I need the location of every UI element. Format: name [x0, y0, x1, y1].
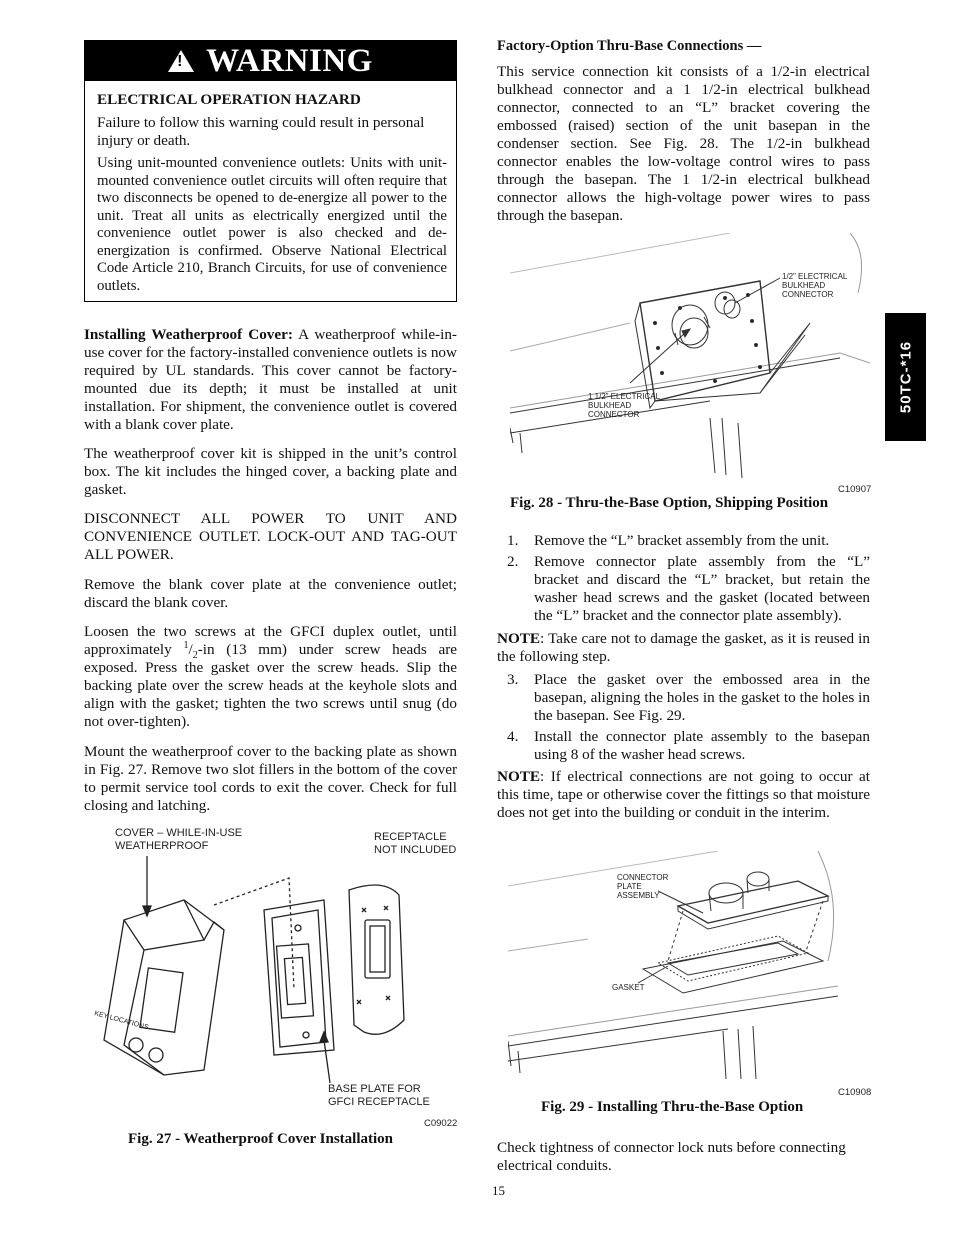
- list-item: 1. Remove the “L” bracket assembly from the unit.: [507, 532, 830, 549]
- list-item: 3. Place the gasket over the embossed area in the basepan, aligning the holes in the gasket to the holes in the basepan. See Fig. 29.: [507, 671, 870, 724]
- fig27-code: C09022: [424, 1118, 458, 1129]
- warning-header: [85, 41, 456, 81]
- fig28-caption: Fig. 28 - Thru-the-Base Option, Shipping Position: [510, 495, 829, 511]
- fig28-illustration: [510, 233, 870, 478]
- warning-para-1: Failure to follow this warning could result in personal injury or death.: [97, 114, 425, 149]
- weatherproof-heading: Installing Weatherproof Cover:: [84, 326, 293, 343]
- fig27-illustration: [84, 850, 458, 1090]
- fig28-label-large: 1 1/2” ELECTRICAL BULKHEAD CONNECTOR: [588, 392, 661, 419]
- thru-base-intro: This service connection kit consists of a 1/2-in electrical bulkhead connector and a 1 1/2-in electrical bulkhead connector, connected to an “L” bracket covering the embossed (raised) section of the unit basepan in the condenser section. See Fig. 28. The 1/2-in bulkhead connector enables the low-voltage control wires to pass through the basepan. The 1 1/2-in electrical bulkhead connector allows the high-voltage power wires to pass through the basepan.: [497, 63, 870, 224]
- list-item: 2. Remove connector plate assembly from the “L” bracket and discard the “L” bracket, but retain the washer head screws and the gasket (located between the “L” bracket and the connector plate assembly).: [507, 553, 870, 624]
- side-tab: 50TC-*16: [885, 313, 926, 441]
- fig28-label-small: 1/2” ELECTRICAL BULKHEAD CONNECTOR: [782, 272, 848, 299]
- note-1: NOTE: Take care not to damage the gasket, as it is reused in the following step.: [497, 630, 870, 665]
- steps-list-a: [507, 532, 870, 625]
- fig29-caption: Fig. 29 - Installing Thru-the-Base Option: [541, 1099, 804, 1115]
- fig28-code: C10907: [838, 484, 872, 495]
- fig27-caption: Fig. 27 - Weatherproof Cover Installation: [128, 1131, 393, 1147]
- hazard-title: ELECTRICAL OPERATION HAZARD: [97, 91, 361, 108]
- warning-para-2: Using unit-mounted convenience outlets: Units with unit-mounted convenience outlet circuits will often require that two disconnects be opened to de-energize all power to the unit. Treat all units as electrically energized until the convenience outlet power is also checked and de-energization is confirmed. Observe National Electrical Code Article 210, Branch Circuits, for use of convenience outlets.: [97, 155, 447, 294]
- svg-text:KEY LOCATIONS: KEY LOCATIONS: [93, 1010, 150, 1032]
- fig27-label-receptacle: RECEPTACLE NOT INCLUDED: [374, 831, 457, 856]
- fig27-label-cover: COVER – WHILE-IN-USE WEATHERPROOF: [115, 827, 243, 852]
- warning-box: [84, 40, 457, 302]
- kit-paragraph: The weatherproof cover kit is shipped in the unit’s control box. The kit includes the hinged cover, a backing plate and gasket.: [84, 445, 457, 498]
- warning-title: WARNING: [206, 42, 373, 79]
- warning-triangle-icon: !: [168, 50, 194, 72]
- note-2: NOTE: If electrical connections are not going to occur at this time, tape or otherwise cover the fittings so that moisture does not get into the building or conduit in the interim.: [497, 768, 870, 821]
- weatherproof-paragraph: [84, 326, 457, 434]
- fig29-label-gasket: GASKET: [612, 983, 645, 992]
- fig27-label-base: BASE PLATE FOR GFCI RECEPTACLE: [328, 1083, 430, 1108]
- weatherproof-text: A weatherproof while-in-use cover for the factory-installed convenience outlets is now required by UL standards. This cover cannot be factory-mounted due its depth; it must be installed at unit installation. For shipment, the convenience outlet is covered with a blank cover plate.: [84, 326, 457, 433]
- steps-list-b: [507, 671, 870, 764]
- loosen-paragraph: Loosen the two screws at the GFCI duplex outlet, until approximately $^1/_2-in$ (13 mm) under screw heads are exposed. Press the gasket over the screw heads. Slip the backing plate over the screw heads at the keyhole slots and align with the gasket; tighten the two screws until snug (do not over-tighten).: [84, 623, 457, 730]
- thru-base-heading: Factory-Option Thru-Base Connections —: [497, 38, 762, 54]
- fig29-label-plate: CONNECTOR PLATE ASSEMBLY: [617, 873, 669, 900]
- mount-paragraph: Mount the weatherproof cover to the backing plate as shown in Fig. 27. Remove two slot fillers in the bottom of the cover to permit service tool cords to exit the cover. Check for full closing and latching.: [84, 743, 457, 814]
- remove-paragraph: Remove the blank cover plate at the convenience outlet; discard the blank cover.: [84, 576, 457, 611]
- closing-paragraph: Check tightness of connector lock nuts before connecting electrical conduits.: [497, 1139, 846, 1174]
- disconnect-paragraph: DISCONNECT ALL POWER TO UNIT AND CONVENIENCE OUTLET. LOCK-OUT AND TAG-OUT ALL POWER.: [84, 510, 457, 563]
- fig29-illustration: [508, 851, 870, 1081]
- list-item: 4. Install the connector plate assembly to the basepan using 8 of the washer head screws.: [507, 728, 870, 763]
- page-number: 15: [492, 1183, 505, 1198]
- fig29-code: C10908: [838, 1087, 872, 1098]
